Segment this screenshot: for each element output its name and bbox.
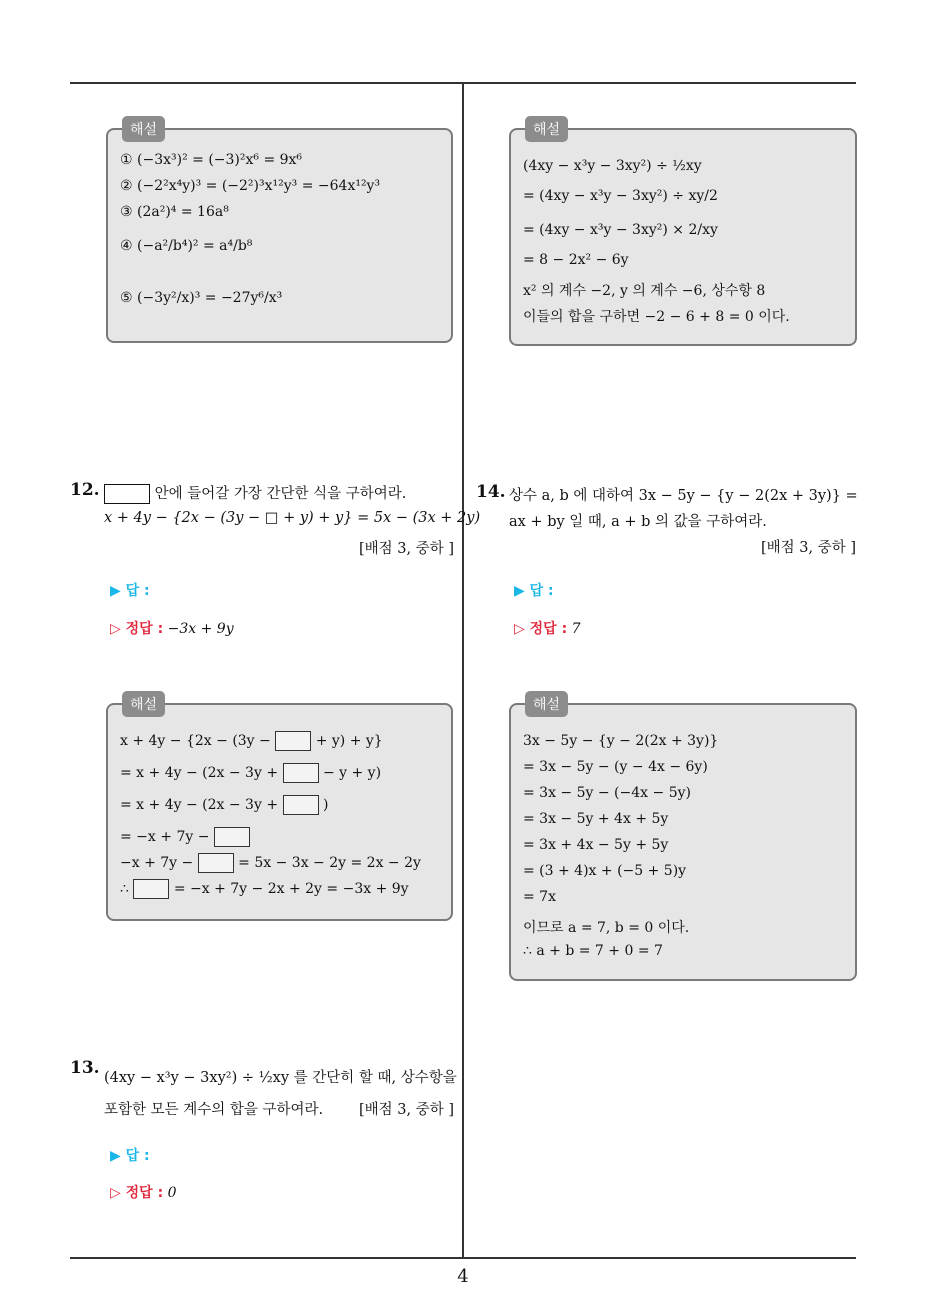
solution-line: x² 의 계수 −2, y 의 계수 −6, 상수항 8 (523, 283, 766, 299)
solution-box-11 (106, 122, 453, 343)
solution-text: + y) + y} (315, 733, 383, 749)
solution-line: ② (−2²x⁴y)³ = (−2²)³x¹²y³ = −64x¹²y³ (120, 178, 381, 194)
solution-box-12 (106, 697, 453, 921)
question-number: 12. (70, 480, 100, 500)
column-divider (462, 84, 464, 1258)
solution-box-13 (509, 122, 857, 346)
correct-answer-14 (514, 618, 581, 638)
solution-tag: 해설 (122, 116, 165, 142)
question-number: 14. (476, 482, 506, 502)
question-12-prompt: 안에 들어갈 가장 간단한 식을 구하여라. (154, 486, 407, 502)
solution-line: ① (−3x³)² = (−3)²x⁶ = 9x⁶ (120, 152, 303, 168)
solution-line: = 3x − 5y − (y − 4x − 6y) (523, 759, 708, 775)
solution-text: = x + 4y − (2x − 3y + (120, 765, 279, 781)
solution-tag: 해설 (122, 691, 165, 717)
correct-value: 7 (571, 621, 581, 637)
solution-line: ③ (2a²)⁴ = 16a⁸ (120, 204, 229, 220)
correct-answer-13 (110, 1182, 177, 1202)
solution-line: ④ (−a²/b⁴)² = a⁴/b⁸ (120, 238, 253, 254)
correct-label: ▷ 정답 : (110, 1185, 164, 1201)
solution-tag: 해설 (525, 116, 568, 142)
solution-line: 3x − 5y − {y − 2(2x + 3y)} (523, 733, 719, 749)
solution-line (120, 795, 328, 815)
blank-box (283, 795, 319, 815)
solution-line: = 3x + 4x − 5y + 5y (523, 837, 669, 853)
solution-text: = −x + 7y − 2x + 2y = −3x + 9y (173, 881, 409, 897)
question-12-equation: x + 4y − {2x − (3y − □ + y) + y} = 5x − (3x + 2y) (104, 510, 481, 526)
question-13-line2: 포함한 모든 계수의 합을 구하여라. (104, 1102, 324, 1118)
solution-line: = (4xy − x³y − 3xy²) ÷ xy/2 (523, 188, 718, 204)
solution-text: − y + y) (322, 765, 382, 781)
blank-box (214, 827, 250, 847)
question-13-meta: [배점 3, 중하 ] (358, 1102, 454, 1118)
correct-value: −3x + 9y (167, 621, 234, 637)
blank-box (283, 763, 319, 783)
solution-box-14 (509, 697, 857, 981)
solution-line: = 3x − 5y − (−4x − 5y) (523, 785, 691, 801)
page-number: 4 (457, 1266, 469, 1287)
question-number: 13. (70, 1058, 100, 1078)
question-14-meta: [배점 3, 중하 ] (760, 540, 856, 556)
blank-box (198, 853, 234, 873)
answer-label: ▶ 답 : (514, 583, 554, 599)
solution-text: = x + 4y − (2x − 3y + (120, 797, 279, 813)
correct-label: ▷ 정답 : (110, 621, 164, 637)
correct-label: ▷ 정답 : (514, 621, 568, 637)
correct-answer-12 (110, 618, 234, 638)
question-13-line1: (4xy − x³y − 3xy²) ÷ ½xy 를 간단히 할 때, 상수항을 (104, 1070, 457, 1086)
solution-line (120, 827, 250, 847)
solution-line: 이들의 합을 구하면 −2 − 6 + 8 = 0 이다. (523, 309, 790, 325)
answer-blank-box (104, 484, 150, 504)
solution-line (120, 763, 381, 783)
bottom-rule (70, 1257, 856, 1259)
solution-line: = 8 − 2x² − 6y (523, 252, 629, 268)
solution-line (120, 853, 421, 873)
solution-text: ) (322, 797, 329, 813)
answer-label: ▶ 답 : (110, 1148, 150, 1164)
solution-line: ⑤ (−3y²/x)³ = −27y⁶/x³ (120, 290, 283, 306)
solution-text: = 5x − 3x − 2y = 2x − 2y (238, 855, 421, 871)
question-12-text (104, 482, 406, 504)
solution-line: = 3x − 5y + 4x + 5y (523, 811, 669, 827)
solution-line: ∴ a + b = 7 + 0 = 7 (523, 943, 663, 959)
solution-line: (4xy − x³y − 3xy²) ÷ ½xy (523, 158, 702, 174)
question-14-line1: 상수 a, b 에 대하여 3x − 5y − {y − 2(2x + 3y)} = (509, 488, 858, 504)
question-14-line2: ax + by 일 때, a + b 의 값을 구하여라. (509, 514, 767, 530)
answer-label: ▶ 답 : (110, 583, 150, 599)
solution-line: = (3 + 4)x + (−5 + 5)y (523, 863, 687, 879)
solution-text: x + 4y − {2x − (3y − (120, 733, 271, 749)
solution-line: = 7x (523, 889, 556, 905)
solution-text: ∴ (120, 881, 129, 897)
solution-line (120, 731, 383, 751)
solution-line: 이므로 a = 7, b = 0 이다. (523, 920, 690, 936)
solution-line: = (4xy − x³y − 3xy²) × 2/xy (523, 222, 718, 238)
solution-tag: 해설 (525, 691, 568, 717)
solution-text: = −x + 7y − (120, 829, 210, 845)
solution-line (120, 879, 409, 899)
correct-value: 0 (167, 1185, 177, 1201)
blank-box (133, 879, 169, 899)
question-12-meta: [배점 3, 중하 ] (358, 541, 454, 557)
blank-box (275, 731, 311, 751)
solution-text: −x + 7y − (120, 855, 194, 871)
